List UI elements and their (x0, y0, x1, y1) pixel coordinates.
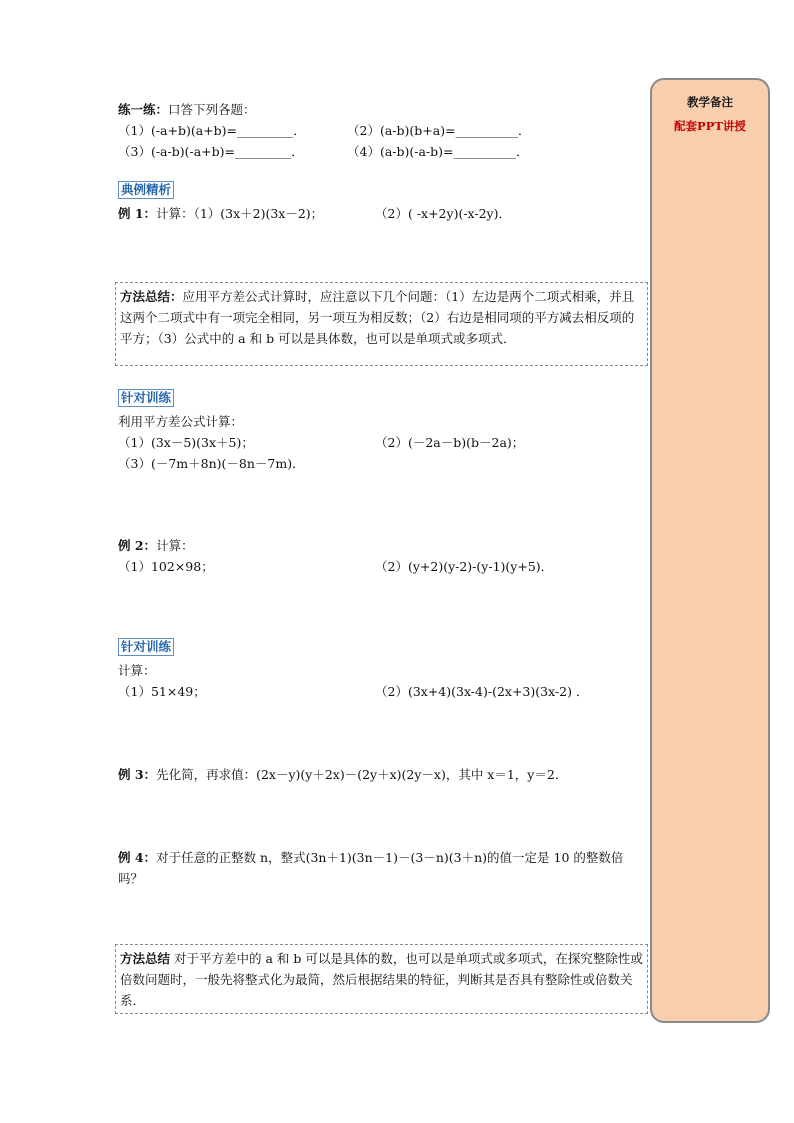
method-summary-1-text: 应用平方差公式计算时，应注意以下几个问题：（1）左边是两个二项式相乘，并且这两个二项式中有一项完全相同，另一项互为相反数；（2）右边是相同项的平方减去相反项的平方；（3）公式中的 a 和 b 可以是具体数，也可以是单项式或多项式． (120, 289, 635, 346)
example-1-label: 例 1： (118, 206, 157, 221)
example-2-q2: （2）(y+2)(y-2)-(y-1)(y+5)． (375, 559, 554, 574)
method-summary-1-label: 方法总结： (120, 289, 183, 304)
example-4 (118, 847, 643, 889)
teaching-notes-title: 教学备注 (687, 95, 733, 109)
method-summary-1 (115, 282, 648, 366)
teaching-notes-panel (650, 78, 770, 1023)
drill-1-q2: （2）(－2a－b)(b－2a)； (375, 435, 525, 450)
drill-1-intro: 利用平方差公式计算： (118, 414, 244, 429)
practice-item-1: （1）(-a+b)(a+b)=_________． (118, 123, 306, 138)
example-3 (118, 765, 567, 783)
example-1-part-2: （2）( -x+2y)(-x-2y)． (375, 206, 511, 221)
practice-prompt: 口答下列各题： (168, 102, 256, 117)
section-title-drill-2: 针对训练 (118, 638, 174, 656)
example-3-text: 先化简，再求值：(2x－y)(y＋2x)－(2y＋x)(2y－x)，其中 x＝1，y＝2． (156, 767, 568, 782)
example-1-text: 计算：（1）(3x＋2)(3x－2)； (156, 206, 324, 221)
example-2-text: 计算： (156, 538, 194, 553)
drill-2-intro: 计算： (118, 663, 156, 678)
drill-2-q2: （2）(3x+4)(3x-4)-(2x+3)(3x-2) ． (375, 684, 589, 699)
example-1 (118, 204, 323, 222)
practice-item-3: （3）(-a-b)(-a+b)=_________． (118, 144, 304, 159)
section-title-drill-1: 针对训练 (118, 389, 174, 407)
practice-line (118, 100, 256, 118)
ppt-note: 配套PPT讲授 (674, 119, 746, 133)
example-2 (118, 536, 194, 554)
example-2-q1: （1）102×98； (118, 559, 214, 574)
example-3-label: 例 3： (118, 767, 157, 782)
example-4-label: 例 4： (118, 850, 157, 865)
drill-1-q1: （1）(3x－5)(3x＋5)； (118, 435, 254, 450)
example-4-text: 对于任意的正整数 n，整式(3n＋1)(3n－1)－(3－n)(3＋n)的值一定是 10 的整数倍吗？ (118, 850, 624, 886)
method-summary-2-label: 方法总结 (120, 951, 171, 966)
drill-2-q1: （1）51×49； (118, 684, 206, 699)
method-summary-2-text: 对于平方差中的 a 和 b 可以是具体的数，也可以是单项式或多项式，在探究整除性或倍数问题时，一般先将整式化为最简，然后根据结果的特征，判断其是否具有整除性或倍数关系． (120, 951, 643, 1008)
practice-item-4: （4）(a-b)(-a-b)=__________． (347, 144, 529, 159)
practice-heading: 练一练： (118, 102, 169, 117)
method-summary-2 (115, 944, 648, 1014)
practice-item-2: （2）(a-b)(b+a)=__________． (347, 123, 531, 138)
section-title-examples: 典例精析 (118, 181, 174, 199)
example-2-label: 例 2： (118, 538, 157, 553)
drill-1-q3: （3）(－7m＋8n)(－8n－7m)． (118, 456, 305, 471)
